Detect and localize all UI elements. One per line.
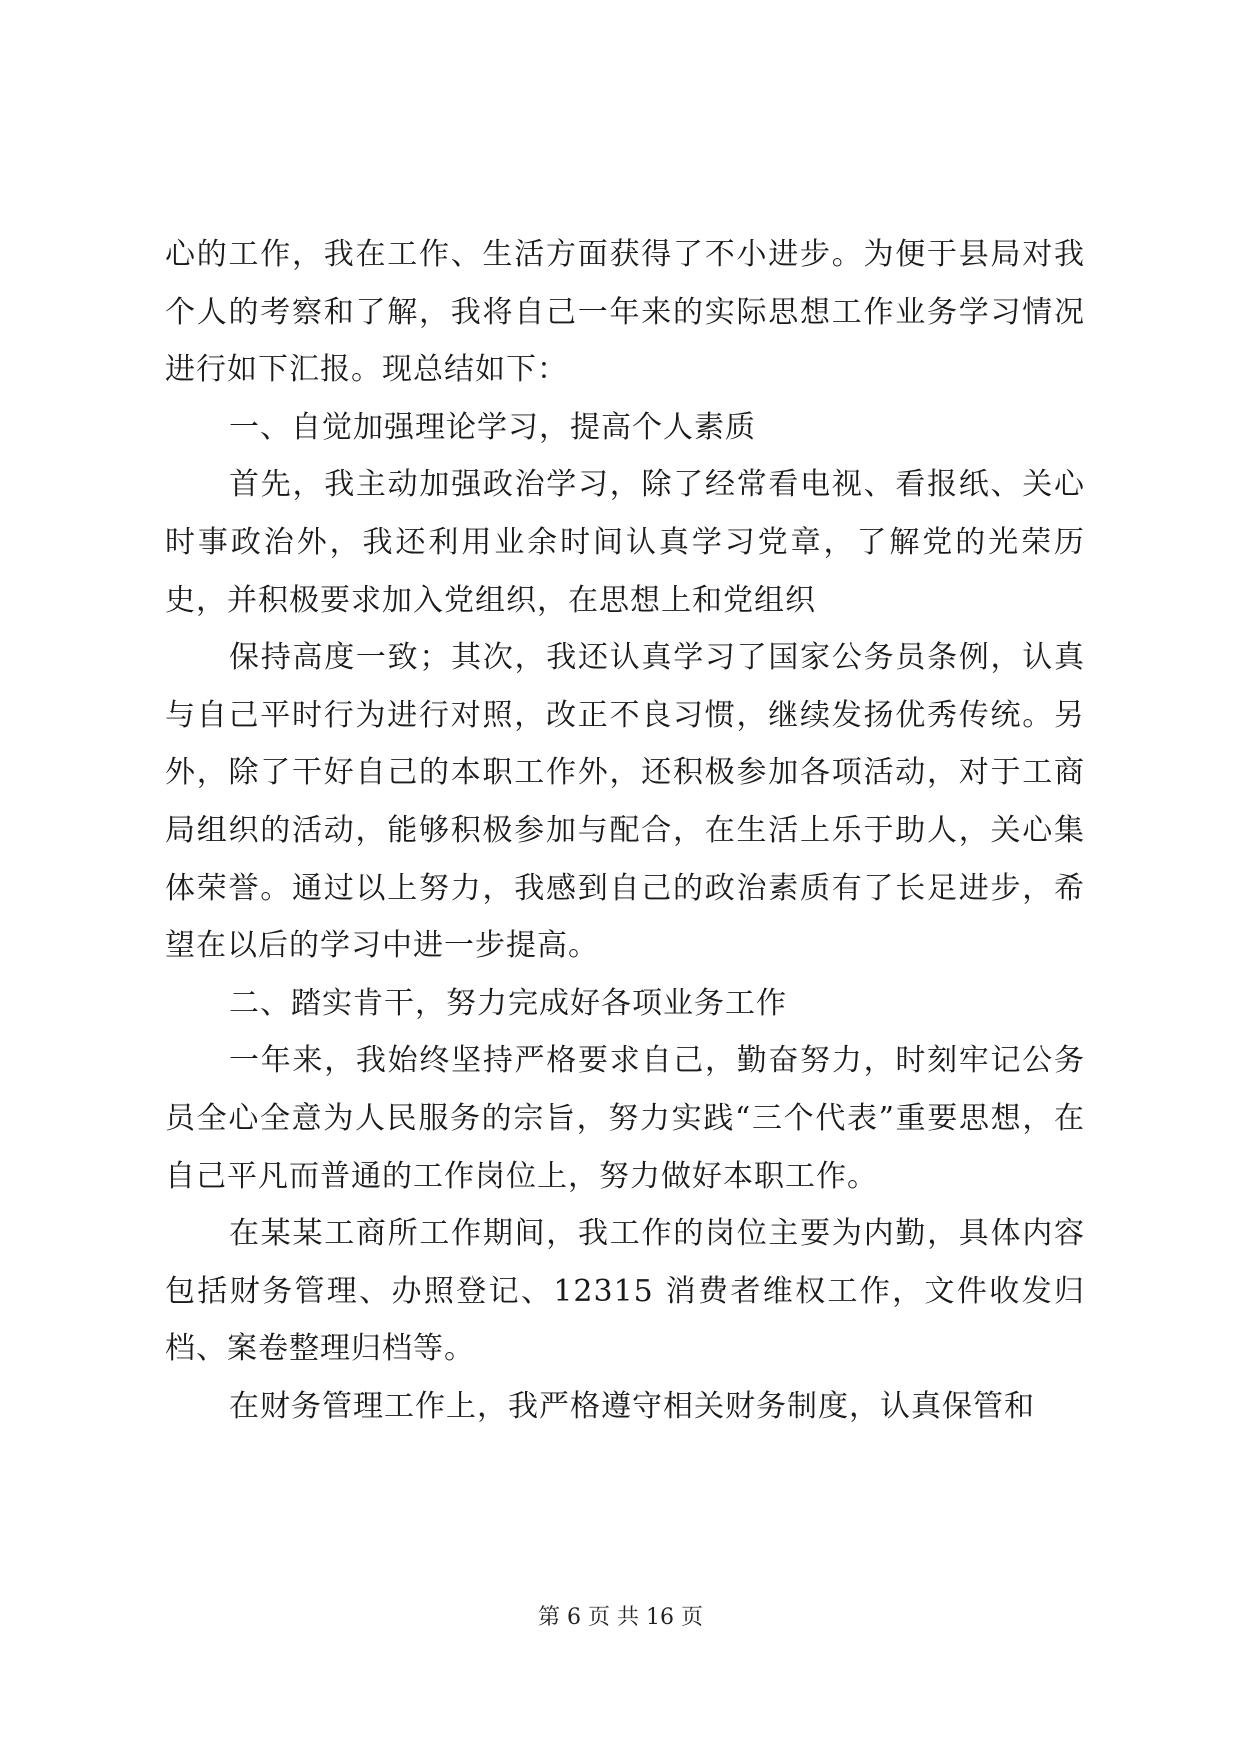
paragraph: 保持高度一致；其次，我还认真学习了国家公务员条例，认真与自己平时行为进行对照，改正不良习惯，继续发扬优秀传统。另外，除了干好自己的本职工作外，还积极参加各项活动，对于工商局组织的活动，能够积极参加与配合，在生活上乐于助人，关心集体荣誉。通过以上努力，我感到自己的政治素质有了长足进步，希望在以后的学习中进一步提高。 [165,640,1085,964]
page-footer: 第 6 页 共 16 页 [538,1605,703,1630]
section-heading-2: 二、踏实肯干，努力完成好各项业务工作 [229,985,787,1021]
paragraph-continuation: 心的工作，我在工作、生活方面获得了不小进步。为便于县局对我个人的考察和了解，我将自己一年来的实际思想工作业务学习情况进行如下汇报。现总结如下： [165,237,1085,388]
paragraph: 在财务管理工作上，我严格遵守相关财务制度，认真保管和 [229,1388,1035,1424]
paragraph: 首先，我主动加强政治学习，除了经常看电视、看报纸、关心时事政治外，我还利用业余时间认真学习党章，了解党的光荣历史，并积极要求加入党组织，在思想上和党组织 [165,467,1085,618]
paragraph: 在某某工商所工作期间，我工作的岗位主要为内勤，具体内容包括财务管理、办照登记、12315 消费者维权工作，文件收发归档、案卷整理归档等。 [165,1216,1085,1367]
section-heading-1: 一、自觉加强理论学习，提高个人素质 [229,409,756,445]
document-body [165,226,1085,1435]
paragraph: 一年来，我始终坚持严格要求自己，勤奋努力，时刻牢记公务员全心全意为人民服务的宗旨，努力实践“三个代表”重要思想，在自己平凡而普通的工作岗位上，努力做好本职工作。 [165,1043,1085,1194]
